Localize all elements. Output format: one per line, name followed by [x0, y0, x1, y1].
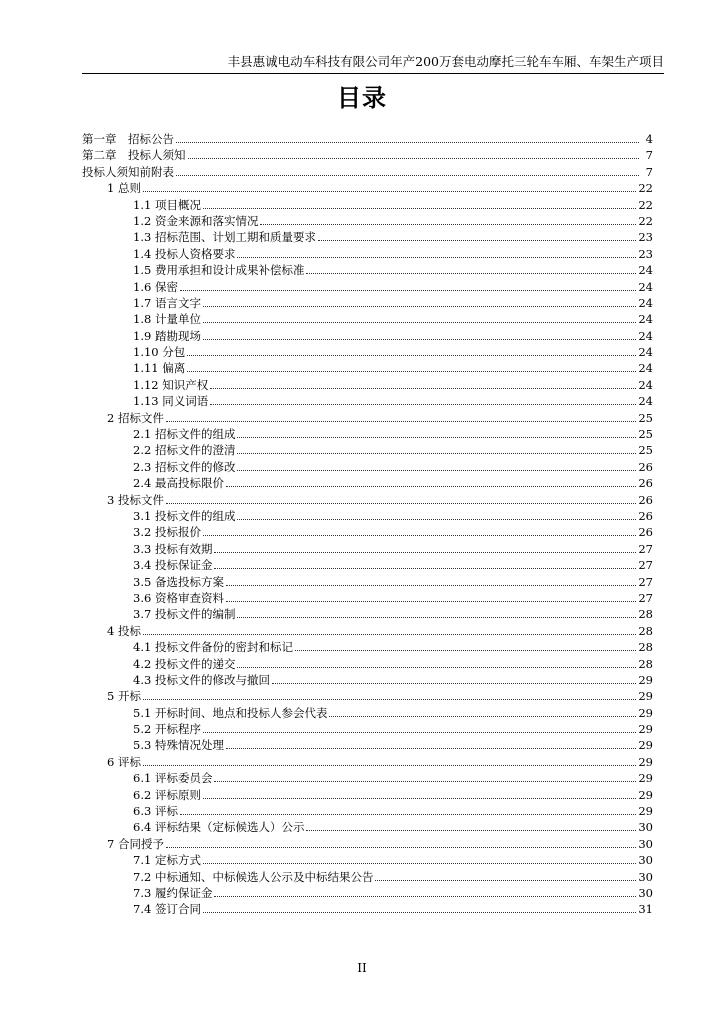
toc-leader-dots — [295, 639, 636, 651]
toc-entry[interactable] — [82, 180, 653, 196]
toc-entry-page: 22 — [638, 181, 653, 196]
toc-leader-dots — [214, 557, 636, 569]
toc-entry-page: 26 — [638, 476, 653, 491]
toc-entry-label: 1.11 偏离 — [133, 361, 186, 376]
toc-entry[interactable] — [82, 262, 653, 278]
toc-entry-page: 22 — [638, 197, 653, 212]
toc-entry-page: 23 — [638, 230, 653, 245]
toc-leader-dots — [214, 541, 636, 553]
toc-entry-label: 5.1 开标时间、地点和投标人参会代表 — [133, 705, 328, 720]
toc-entry-page: 30 — [638, 853, 653, 868]
toc-leader-dots — [203, 787, 636, 799]
toc-entry-page: 29 — [638, 672, 653, 687]
toc-entry-page: 29 — [638, 771, 653, 786]
table-of-contents — [82, 131, 653, 918]
page-title: 目录 — [337, 84, 387, 112]
toc-leader-dots — [329, 705, 636, 717]
toc-entry-label: 7.1 定标方式 — [133, 853, 201, 868]
toc-entry-page: 28 — [638, 640, 653, 655]
toc-entry[interactable] — [82, 606, 653, 622]
toc-entry-page: 22 — [638, 213, 653, 228]
toc-leader-dots — [210, 377, 636, 389]
toc-entry-label: 7.3 履约保证金 — [133, 885, 213, 900]
toc-leader-dots — [214, 770, 636, 782]
toc-entry-label: 1.1 项目概况 — [133, 197, 201, 212]
toc-entry-page: 29 — [638, 754, 653, 769]
toc-leader-dots — [272, 672, 636, 684]
toc-leader-dots — [166, 492, 636, 504]
toc-entry-label: 1.6 保密 — [133, 279, 178, 294]
toc-entry[interactable] — [82, 197, 653, 213]
toc-entry[interactable] — [82, 688, 653, 704]
toc-entry[interactable] — [82, 147, 653, 163]
toc-leader-dots — [143, 688, 636, 700]
toc-entry-label: 3.7 投标文件的编制 — [133, 607, 236, 622]
toc-entry-page: 24 — [638, 394, 653, 409]
toc-entry[interactable] — [82, 328, 653, 344]
toc-entry-page: 28 — [638, 607, 653, 622]
toc-entry-label: 投标人须知前附表 — [82, 164, 174, 179]
toc-leader-dots — [180, 803, 636, 815]
toc-entry[interactable] — [82, 721, 653, 737]
toc-entry[interactable] — [82, 377, 653, 393]
toc-entry-page: 27 — [638, 541, 653, 556]
toc-entry[interactable] — [82, 836, 653, 852]
toc-leader-dots — [226, 737, 636, 749]
toc-entry[interactable] — [82, 508, 653, 524]
toc-entry[interactable] — [82, 656, 653, 672]
toc-leader-dots — [187, 360, 636, 372]
toc-entry[interactable] — [82, 475, 653, 491]
toc-leader-dots — [375, 869, 636, 881]
toc-entry-page: 24 — [638, 279, 653, 294]
toc-entry-label: 1.10 分包 — [133, 345, 186, 360]
toc-leader-dots — [237, 656, 636, 668]
toc-entry-page: 30 — [638, 869, 653, 884]
toc-entry[interactable] — [82, 229, 653, 245]
toc-entry-page: 24 — [638, 312, 653, 327]
toc-leader-dots — [188, 147, 640, 159]
toc-entry-label: 4.2 投标文件的递交 — [133, 656, 236, 671]
toc-leader-dots — [226, 475, 636, 487]
page-number: II — [357, 961, 367, 975]
toc-leader-dots — [166, 836, 636, 848]
toc-entry-label: 2.3 招标文件的修改 — [133, 459, 236, 474]
toc-entry-label: 2.1 招标文件的组成 — [133, 427, 236, 442]
toc-entry[interactable] — [82, 131, 653, 147]
toc-entry[interactable] — [82, 492, 653, 508]
toc-leader-dots — [237, 426, 636, 438]
toc-entry[interactable] — [82, 246, 653, 262]
toc-entry-label: 6 评标 — [107, 754, 141, 769]
toc-entry[interactable] — [82, 705, 653, 721]
toc-entry[interactable] — [82, 541, 653, 557]
toc-entry-label: 3.6 资格审查资料 — [133, 590, 224, 605]
toc-entry-label: 1.4 投标人资格要求 — [133, 246, 236, 261]
toc-entry-page: 4 — [645, 132, 653, 146]
toc-entry-label: 4.1 投标文件备份的密封和标记 — [133, 640, 293, 655]
toc-entry-page: 7 — [645, 164, 653, 179]
toc-entry[interactable] — [82, 279, 653, 295]
toc-entry-label: 2.2 招标文件的澄清 — [133, 443, 236, 458]
toc-entry-page: 26 — [638, 492, 653, 507]
toc-entry[interactable] — [82, 442, 653, 458]
toc-leader-dots — [203, 295, 636, 307]
toc-leader-dots — [237, 606, 636, 618]
toc-entry-page: 24 — [638, 345, 653, 360]
toc-entry-label: 1 总则 — [107, 181, 141, 196]
toc-entry[interactable] — [82, 770, 653, 786]
toc-entry[interactable] — [82, 901, 653, 917]
toc-entry-label: 3.3 投标有效期 — [133, 541, 213, 556]
toc-entry-page: 29 — [638, 705, 653, 720]
toc-entry[interactable] — [82, 360, 653, 376]
toc-entry-label: 4.3 投标文件的修改与撤回 — [133, 672, 270, 687]
toc-leader-dots — [237, 459, 636, 471]
toc-entry-label: 3.2 投标报价 — [133, 525, 201, 540]
toc-entry-label: 7 合同授予 — [107, 836, 164, 851]
toc-leader-dots — [176, 164, 639, 176]
toc-leader-dots — [237, 508, 636, 520]
toc-leader-dots — [226, 574, 636, 586]
toc-entry-label: 7.4 签订合同 — [133, 902, 201, 917]
toc-entry-label: 第二章 投标人须知 — [82, 148, 186, 163]
toc-entry[interactable] — [82, 819, 653, 835]
toc-entry-page: 28 — [638, 623, 653, 638]
toc-leader-dots — [318, 229, 636, 241]
toc-entry-label: 4 投标 — [107, 623, 141, 638]
toc-entry[interactable] — [82, 869, 653, 885]
toc-entry[interactable] — [82, 295, 653, 311]
toc-entry-label: 1.7 语言文字 — [133, 295, 201, 310]
toc-entry-label: 5 开标 — [107, 689, 141, 704]
toc-entry-label: 5.2 开标程序 — [133, 722, 201, 737]
toc-entry-label: 1.2 资金来源和落实情况 — [133, 213, 259, 228]
toc-entry-label: 6.2 评标原则 — [133, 787, 201, 802]
toc-entry-label: 3.5 备选投标方案 — [133, 574, 224, 589]
toc-entry[interactable] — [82, 737, 653, 753]
toc-entry-label: 6.1 评标委员会 — [133, 771, 213, 786]
toc-entry-label: 1.8 计量单位 — [133, 312, 201, 327]
toc-entry-page: 24 — [638, 377, 653, 392]
toc-entry-page: 26 — [638, 459, 653, 474]
toc-entry-page: 24 — [638, 361, 653, 376]
toc-entry-page: 31 — [638, 902, 653, 917]
toc-entry-label: 2.4 最高投标限价 — [133, 476, 224, 491]
toc-entry-page: 29 — [638, 689, 653, 704]
toc-entry[interactable] — [82, 459, 653, 475]
toc-entry-label: 5.3 特殊情况处理 — [133, 738, 224, 753]
toc-entry[interactable] — [82, 787, 653, 803]
toc-entry[interactable] — [82, 885, 653, 901]
toc-entry-page: 27 — [638, 558, 653, 573]
toc-entry-page: 27 — [638, 574, 653, 589]
toc-leader-dots — [203, 721, 636, 733]
toc-entry[interactable] — [82, 410, 653, 426]
toc-entry-page: 26 — [638, 508, 653, 523]
toc-leader-dots — [203, 852, 636, 864]
toc-leader-dots — [237, 442, 636, 454]
toc-entry[interactable] — [82, 672, 653, 688]
toc-leader-dots — [203, 328, 636, 340]
toc-entry[interactable] — [82, 557, 653, 573]
toc-leader-dots — [203, 197, 636, 209]
toc-leader-dots — [214, 885, 636, 897]
toc-leader-dots — [180, 279, 636, 291]
toc-entry-page: 27 — [638, 590, 653, 605]
toc-entry-page: 29 — [638, 738, 653, 753]
toc-entry[interactable] — [82, 393, 653, 409]
toc-entry-label: 6.4 评标结果（定标候选人）公示 — [133, 820, 305, 835]
toc-leader-dots — [203, 901, 636, 913]
toc-entry[interactable] — [82, 426, 653, 442]
toc-leader-dots — [187, 344, 636, 356]
toc-entry[interactable] — [82, 311, 653, 327]
toc-entry[interactable] — [82, 524, 653, 540]
toc-entry-page: 29 — [638, 722, 653, 737]
toc-entry-label: 第一章 招标公告 — [82, 132, 174, 146]
toc-entry-label: 3.4 投标保证金 — [133, 558, 213, 573]
toc-entry[interactable] — [82, 754, 653, 770]
toc-entry-label: 3.1 投标文件的组成 — [133, 508, 236, 523]
toc-entry-page: 30 — [638, 885, 653, 900]
toc-entry-label: 1.9 踏勘现场 — [133, 328, 201, 343]
toc-entry-page: 24 — [638, 263, 653, 278]
toc-entry-page: 25 — [638, 427, 653, 442]
toc-entry-page: 23 — [638, 246, 653, 261]
toc-entry-label: 1.13 同义词语 — [133, 394, 209, 409]
toc-leader-dots — [143, 754, 636, 766]
toc-leader-dots — [203, 311, 636, 323]
toc-leader-dots — [143, 623, 636, 635]
toc-leader-dots — [176, 131, 639, 143]
toc-leader-dots — [226, 590, 636, 602]
toc-entry[interactable] — [82, 344, 653, 360]
toc-entry-label: 3 投标文件 — [107, 492, 164, 507]
toc-entry-label: 1.5 费用承担和设计成果补偿标准 — [133, 263, 305, 278]
toc-entry-page: 30 — [638, 836, 653, 851]
toc-entry[interactable] — [82, 639, 653, 655]
toc-leader-dots — [306, 262, 636, 274]
toc-entry-label: 1.12 知识产权 — [133, 377, 209, 392]
toc-entry[interactable] — [82, 590, 653, 606]
toc-leader-dots — [203, 524, 636, 536]
toc-leader-dots — [260, 213, 636, 225]
toc-entry[interactable] — [82, 852, 653, 868]
toc-entry-page: 24 — [638, 295, 653, 310]
toc-leader-dots — [143, 180, 636, 192]
toc-entry[interactable] — [82, 164, 653, 180]
toc-entry[interactable] — [82, 623, 653, 639]
toc-entry-page: 24 — [638, 328, 653, 343]
toc-entry[interactable] — [82, 574, 653, 590]
toc-entry-page: 30 — [638, 820, 653, 835]
toc-leader-dots — [237, 246, 636, 258]
toc-entry-page: 29 — [638, 804, 653, 819]
toc-leader-dots — [166, 410, 636, 422]
toc-entry-label: 6.3 评标 — [133, 804, 178, 819]
toc-entry-label: 2 招标文件 — [107, 410, 164, 425]
toc-entry-page: 25 — [638, 443, 653, 458]
toc-leader-dots — [210, 393, 636, 405]
toc-leader-dots — [306, 819, 636, 831]
toc-entry[interactable] — [82, 213, 653, 229]
toc-entry-label: 1.3 招标范围、计划工期和质量要求 — [133, 230, 316, 245]
toc-entry-page: 7 — [645, 148, 653, 163]
toc-entry-label: 7.2 中标通知、中标候选人公示及中标结果公告 — [133, 869, 374, 884]
toc-entry-page: 26 — [638, 525, 653, 540]
toc-entry[interactable] — [82, 803, 653, 819]
page-header: 丰县惠诚电动车科技有限公司年产200万套电动摩托三轮车车厢、车架生产项目 — [82, 54, 664, 74]
toc-entry-page: 29 — [638, 787, 653, 802]
toc-entry-page: 28 — [638, 656, 653, 671]
toc-entry-page: 25 — [638, 410, 653, 425]
